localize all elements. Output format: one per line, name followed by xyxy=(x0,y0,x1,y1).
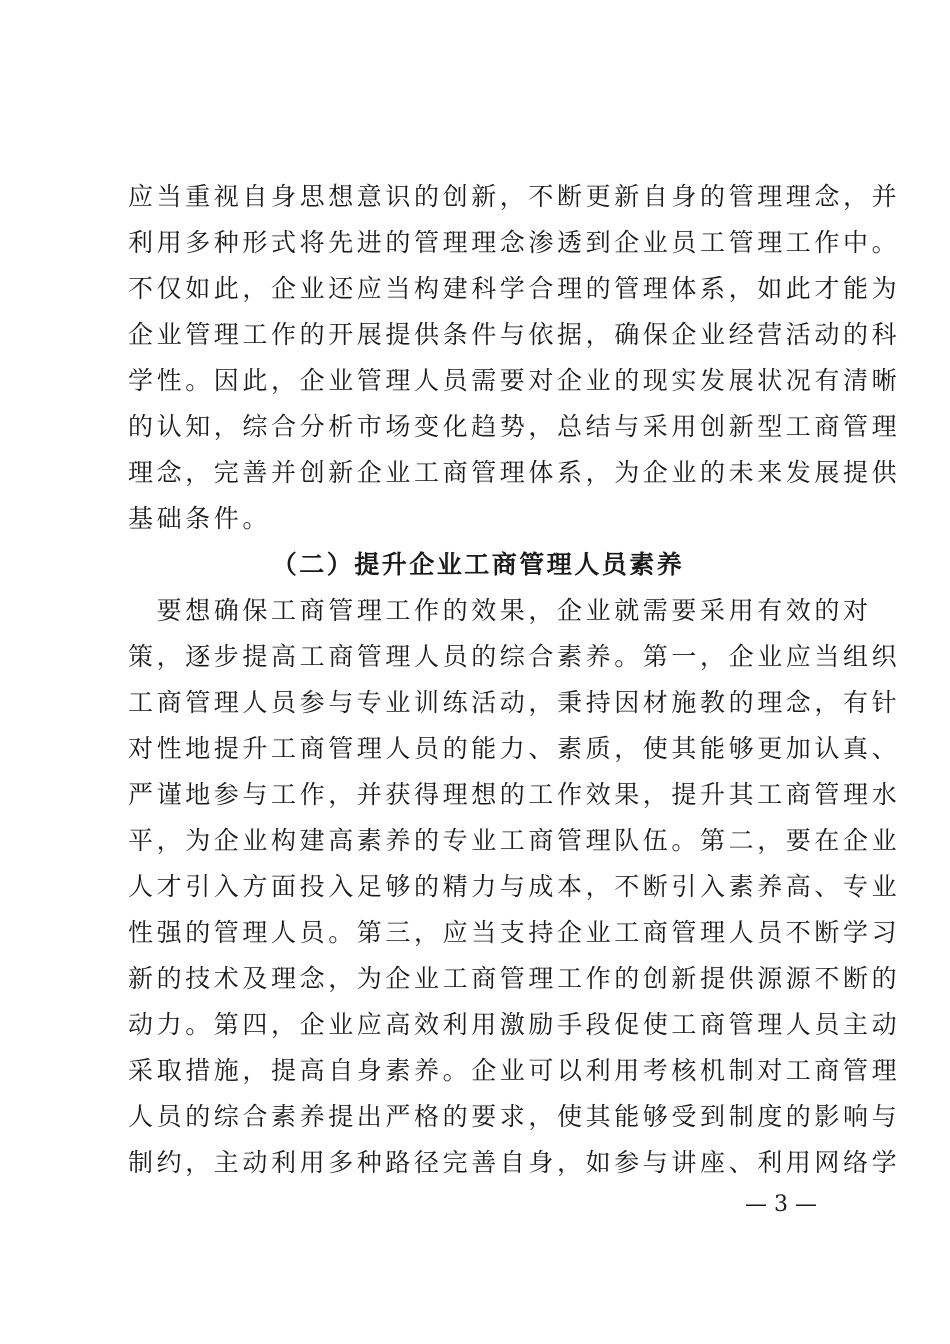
paragraph-line: 利用多种形式将先进的管理理念渗透到企业员工管理工作中。 xyxy=(128,228,901,257)
paragraph-line: 应当重视自身思想意识的创新，不断更新自身的管理理念，并 xyxy=(128,182,901,211)
paragraph-line: 学性。因此，企业管理人员需要对企业的现实发展状况有清晰 xyxy=(128,366,901,395)
section-heading: （二）提升企业工商管理人员素养 xyxy=(271,550,685,579)
paragraph-line: 人员的综合素养提出严格的要求，使其能够受到制度的影响与 xyxy=(128,1102,901,1131)
paragraph-line: 严谨地参与工作，并获得理想的工作效果，提升其工商管理水 xyxy=(128,780,901,809)
paragraph-line: 要想确保工商管理工作的效果，企业就需要采用有效的对 xyxy=(128,596,872,625)
paragraph-line: 理念，完善并创新企业工商管理体系，为企业的未来发展提供 xyxy=(128,458,901,487)
paragraph-line: 基础条件。 xyxy=(128,504,272,533)
paragraph-line: 新的技术及理念，为企业工商管理工作的创新提供源源不断的 xyxy=(128,964,901,993)
paragraph-line: 采取措施，提高自身素养。企业可以利用考核机制对工商管理 xyxy=(128,1056,901,1085)
paragraph-line: 的认知，综合分析市场变化趋势，总结与采用创新型工商管理 xyxy=(128,412,901,441)
paragraph-line: 不仅如此，企业还应当构建科学合理的管理体系，如此才能为 xyxy=(128,274,901,303)
paragraph-line: 平，为企业构建高素养的专业工商管理队伍。第二，要在企业 xyxy=(128,826,901,855)
paragraph-line: 人才引入方面投入足够的精力与成本，不断引入素养高、专业 xyxy=(128,872,901,901)
page-number: — 3 — xyxy=(745,1192,817,1217)
paragraph-line: 性强的管理人员。第三，应当支持企业工商管理人员不断学习 xyxy=(128,918,901,947)
paragraph-line: 动力。第四，企业应高效利用激励手段促使工商管理人员主动 xyxy=(128,1010,901,1039)
paragraph-line: 工商管理人员参与专业训练活动，秉持因材施教的理念，有针 xyxy=(128,688,901,717)
paragraph-line: 制约，主动利用多种路径完善自身，如参与讲座、利用网络学 xyxy=(128,1148,901,1177)
paragraph-line: 策，逐步提高工商管理人员的综合素养。第一，企业应当组织 xyxy=(128,642,901,671)
paragraph-line: 企业管理工作的开展提供条件与依据，确保企业经营活动的科 xyxy=(128,320,901,349)
paragraph-line: 对性地提升工商管理人员的能力、素质，使其能够更加认真、 xyxy=(128,734,901,763)
